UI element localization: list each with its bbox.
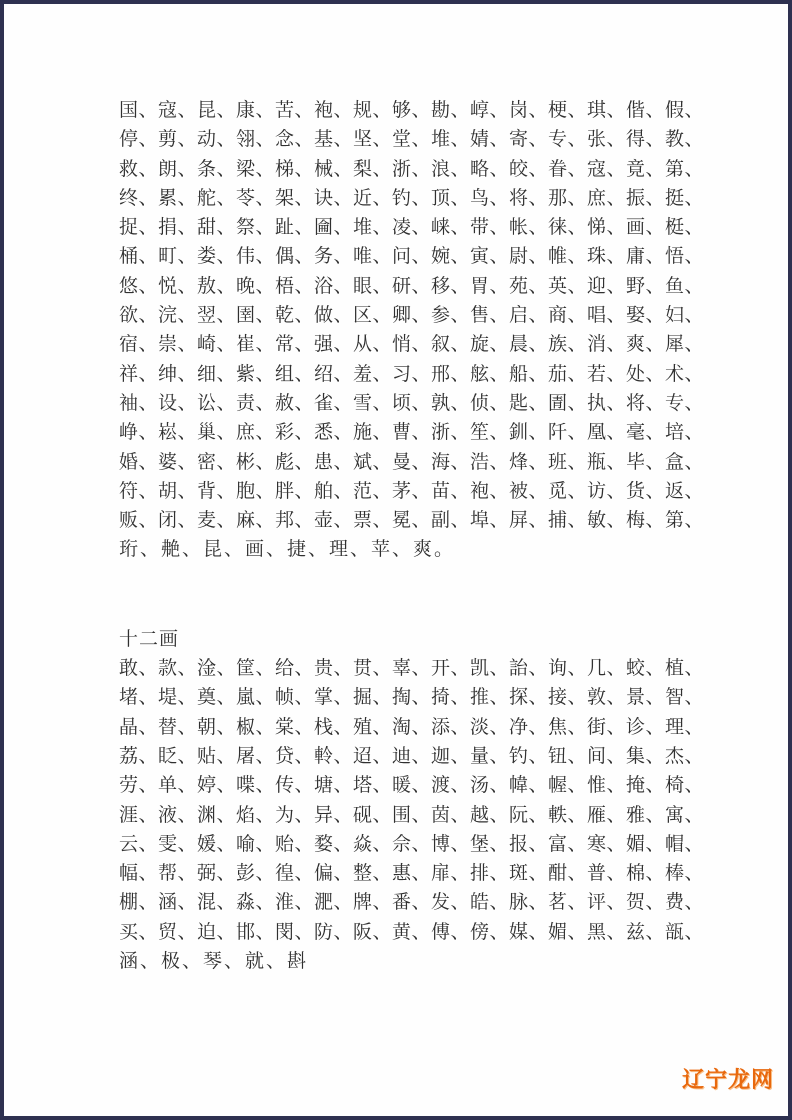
char-line: 欲、浣、翌、圉、乾、做、区、卿、参、售、启、商、唱、娶、妇、 (119, 304, 705, 327)
char-line: 袖、设、讼、责、赦、雀、雪、顷、孰、侦、匙、圊、执、将、专、 (119, 391, 705, 414)
char-line: 堵、堤、奠、嵐、帧、掌、掘、掏、掎、推、探、接、敦、景、智、 (119, 686, 705, 709)
char-line: 宿、崇、崎、崔、常、强、从、悄、叙、旋、晨、族、消、爽、犀、 (119, 333, 705, 356)
char-line: 峥、崧、巢、庶、彩、悉、施、曹、浙、笙、釧、阡、凰、毫、培、 (119, 421, 705, 444)
char-line: 救、朗、条、梁、梯、械、梨、浙、浪、略、皎、眷、寇、竟、第、 (119, 157, 705, 180)
char-line: 桶、町、娄、伟、偶、务、唯、问、婉、寅、尉、帷、珠、庸、悟、 (119, 245, 705, 268)
char-line: 婚、婆、密、彬、彪、患、斌、曼、海、浩、烽、班、瓶、毕、盒、 (119, 450, 705, 473)
char-line: 荔、眨、贴、屠、贷、軨、迢、迪、迦、量、钓、钮、间、集、杰、 (119, 744, 705, 767)
char-line: 晶、替、朝、椒、棠、栈、殖、淘、添、淡、净、焦、街、诊、理、 (119, 715, 705, 738)
page-content (119, 96, 705, 976)
char-line: 珩、艴、昆、画、捷、理、苹、爽。 (119, 538, 456, 561)
stroke12-section (119, 625, 705, 977)
char-line: 符、胡、背、胞、胖、舶、范、茅、苗、袍、被、觅、访、货、返、 (119, 479, 705, 502)
char-line: 祥、绅、细、紫、组、绍、羞、习、邢、舷、船、茄、若、处、术、 (119, 362, 705, 385)
char-line: 国、寇、昆、康、苦、袍、规、够、勘、崞、岗、梗、琪、偕、假、 (119, 99, 705, 121)
char-line: 买、贸、迫、邯、閔、防、阪、黄、傅、傍、媒、媚、黑、兹、瓿、 (119, 920, 705, 943)
char-line: 悠、悦、敖、晚、梧、浴、眼、研、移、胃、苑、英、迎、野、鱼、 (119, 274, 705, 297)
char-line: 敢、款、淦、筐、给、贵、贯、辜、开、凯、詒、询、几、蛟、植、 (119, 657, 705, 680)
char-line: 贩、闭、麦、麻、邦、壶、票、冕、副、埠、屏、捕、敏、梅、第、 (119, 509, 705, 532)
char-line: 云、雯、媛、喻、贻、婺、焱、佘、博、堡、报、富、寒、媚、帽、 (119, 832, 705, 855)
char-line: 涯、液、渊、焰、为、异、砚、围、茵、越、阮、軼、雁、雅、寓、 (119, 803, 705, 826)
char-line: 棚、涵、混、淼、淮、淝、牌、番、发、皓、脉、茗、评、贺、费、 (119, 891, 705, 914)
section-gap (119, 565, 683, 625)
char-line: 终、累、舵、苓、架、诀、近、钓、顶、鸟、将、那、庶、振、挺、 (119, 186, 705, 209)
char-line: 捉、捐、甜、祭、趾、圇、堆、凌、崃、带、帐、徕、悌、画、梃、 (119, 216, 705, 239)
char-line: 涵、极、琴、就、斟 (119, 950, 309, 973)
section-heading: 十二画 (119, 627, 180, 650)
char-line: 停、剪、动、翎、念、基、坚、堂、堆、婧、寄、专、张、得、教、 (119, 128, 705, 151)
char-line: 劳、单、婷、喋、传、塘、塔、暖、渡、汤、幃、幄、惟、掩、椅、 (119, 774, 705, 797)
site-watermark: 辽宁龙网 (681, 1068, 774, 1093)
char-line: 幅、帮、弼、彭、徨、偏、整、惠、扉、排、斑、酣、普、棉、棒、 (119, 862, 705, 885)
stroke11-section (119, 96, 705, 565)
